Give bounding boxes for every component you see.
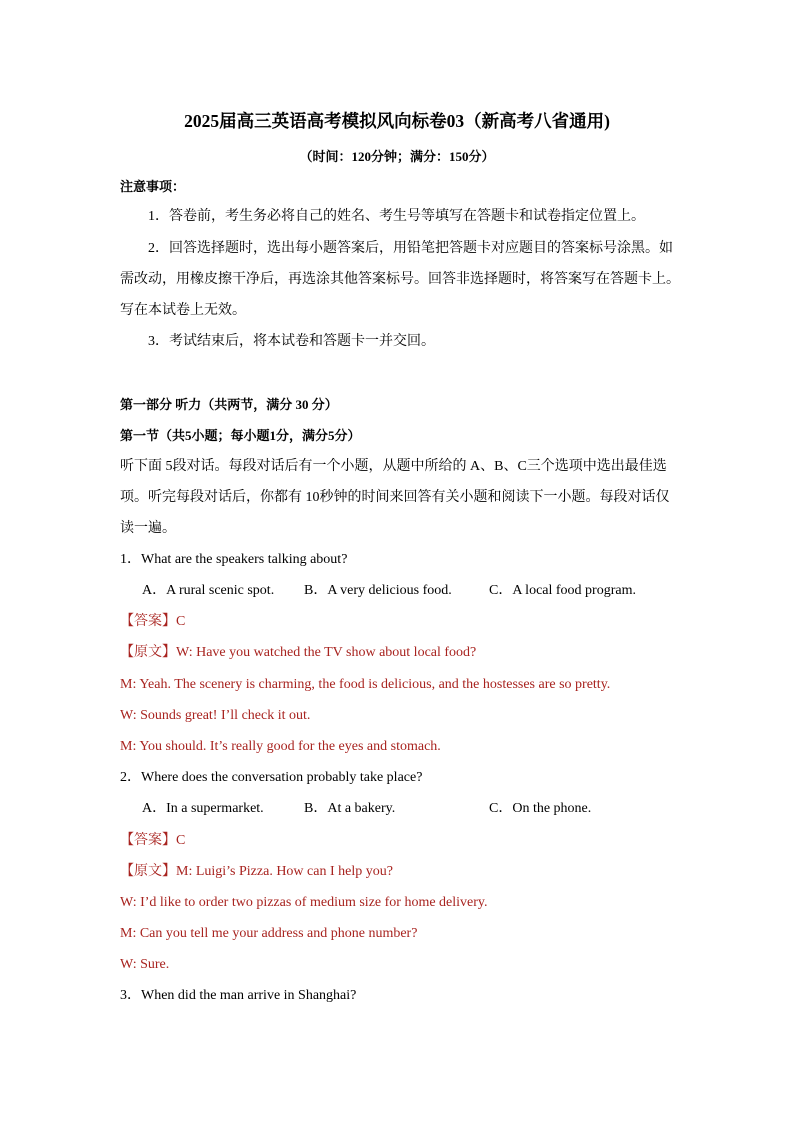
question-2-stem: 2．Where does the conversation probably take place? [120,770,423,785]
question-1-option-b: B．A very delicious food. [304,583,452,598]
question-2-transcript-line-3: M: Can you tell me your address and phone number? [120,926,418,941]
part1-heading: 第一部分 听力（共两节，满分 30 分） [120,397,338,412]
transcript-tag: 【原文】 [120,864,176,879]
notes-item-3: 3．考试结束后，将本试卷和答题卡一并交回。 [148,334,435,349]
notes-item-2-line-3: 写在本试卷上无效。 [120,303,246,318]
question-1-stem: 1．What are the speakers talking about? [120,552,348,567]
question-1-transcript-line-3: W: Sounds great! I’ll check it out. [120,708,311,723]
exam-time-score: （时间：120分钟；满分：150分） [299,149,495,164]
answer-tag: 【答案】 [120,614,176,629]
answer-value: C [176,833,186,848]
question-3-stem: 3．When did the man arrive in Shanghai? [120,988,357,1003]
transcript-text: M: Luigi’s Pizza. How can I help you? [176,864,393,879]
question-2-option-b: B．At a bakery. [304,801,396,816]
transcript-text: W: Have you watched the TV show about local food? [176,645,477,660]
page-title: 2025届高三英语高考模拟风向标卷03（新高考八省通用) [184,111,610,131]
notes-item-2-line-2: 需改动，用橡皮擦干净后，再选涂其他答案标号。回答非选择题时，将答案写在答题卡上。 [120,272,680,287]
question-1-transcript-line-4: M: You should. It’s really good for the eyes and stomach. [120,739,441,754]
instructions-line-1: 听下面 5段对话。每段对话后有一个小题，从题中所给的 A、B、C三个选项中选出最佳选 [120,459,667,474]
question-1-option-a: A．A rural scenic spot. [142,583,275,598]
transcript-tag: 【原文】 [120,645,176,660]
question-2-option-c: C．On the phone. [489,801,592,816]
notes-item-2-line-1: 2．回答选择题时，选出每小题答案后，用铅笔把答题卡对应题目的答案标号涂黑。如 [148,241,673,256]
section1-heading: 第一节（共5小题；每小题1分，满分5分） [120,428,361,443]
question-1-transcript-line-1 [120,644,476,662]
notes-item-1: 1．答卷前，考生务必将自己的姓名、考生号等填写在答题卡和试卷指定位置上。 [148,209,645,224]
question-2-transcript-line-1 [120,863,393,881]
question-2-transcript-line-4: W: Sure. [120,957,170,972]
answer-value: C [176,614,186,629]
instructions-line-2: 项。听完每段对话后，你都有 10秒钟的时间来回答有关小题和阅读下一小题。每段对话仅 [120,490,670,505]
question-2-answer [120,832,185,850]
question-2-transcript-line-2: W: I’d like to order two pizzas of medium size for home delivery. [120,895,488,910]
notes-heading: 注意事项： [120,179,186,194]
question-1-answer [120,613,185,631]
question-2-option-a: A．In a supermarket. [142,801,264,816]
instructions-line-3: 读一遍。 [120,521,176,536]
question-1-transcript-line-2: M: Yeah. The scenery is charming, the food is delicious, and the hostesses are so pretty. [120,677,611,692]
answer-tag: 【答案】 [120,833,176,848]
question-1-option-c: C．A local food program. [489,583,636,598]
